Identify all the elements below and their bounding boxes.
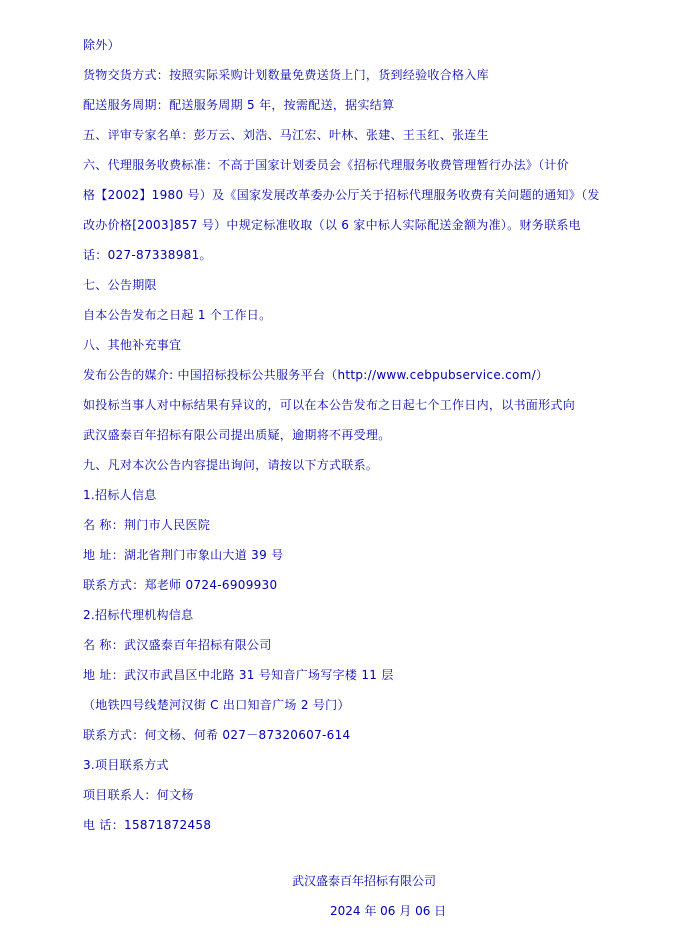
text-line: 话：027-87338981。 xyxy=(83,248,212,262)
subsection-heading: 1.招标人信息 xyxy=(83,488,157,502)
section-heading: 七、公告期限 xyxy=(83,278,157,292)
text-line: 地 址：湖北省荆门市象山大道 39 号 xyxy=(83,548,284,562)
subsection-heading: 2.招标代理机构信息 xyxy=(83,608,194,622)
text-line: 格【2002】1980 号）及《国家发展改革委办公厅关于招标代理服务收费有关问题的通知》（发 xyxy=(83,188,600,202)
text-line: 项目联系人：何文杨 xyxy=(83,788,194,802)
text-line: 联系方式：郑老师 0724-6909930 xyxy=(83,578,278,592)
text-line: 改办价格[2003]857 号）中规定标准收取（以 6 家中标人实际配送金额为准）。财务联系电 xyxy=(83,218,581,232)
footer-company: 武汉盛泰百年招标有限公司 xyxy=(292,874,437,888)
text-line: 电 话：15871872458 xyxy=(83,818,212,832)
section-heading: 八、其他补充事宜 xyxy=(83,338,182,352)
text-line: 自本公告发布之日起 1 个工作日。 xyxy=(83,308,272,322)
text-line: 配送服务周期：配送服务周期 5 年，按需配送，据实结算 xyxy=(83,98,395,112)
text-line: 发布公告的媒介: 中国招标投标公共服务平台（http://www.cebpubservice.com/） xyxy=(83,368,549,382)
text-line: 武汉盛泰百年招标有限公司提出质疑，逾期将不再受理。 xyxy=(83,428,391,442)
text-line: 联系方式：何文杨、何希 027－87320607-614 xyxy=(83,728,351,742)
section-heading: 九、凡对本次公告内容提出询问，请按以下方式联系。 xyxy=(83,458,379,472)
text-line: 除外） xyxy=(83,38,120,52)
document-body xyxy=(83,30,643,840)
footer-date: 2024 年 06 月 06 日 xyxy=(330,904,447,918)
text-line: 如投标当事人对中标结果有异议的，可以在本公告发布之日起七个工作日内，以书面形式向 xyxy=(83,398,576,412)
subsection-heading: 3.项目联系方式 xyxy=(83,758,169,772)
text-line: 名 称：武汉盛泰百年招标有限公司 xyxy=(83,638,272,652)
text-line: 货物交货方式：按照实际采购计划数量免费送货上门，货到经验收合格入库 xyxy=(83,68,489,82)
text-line: 五、评审专家名单：彭万云、刘浩、马江宏、叶林、张建、王玉红、张连生 xyxy=(83,128,489,142)
text-line: 六、代理服务收费标准：不高于国家计划委员会《招标代理服务收费管理暂行办法》（计价 xyxy=(83,158,570,172)
text-line: 地 址：武汉市武昌区中北路 31 号知音广场写字楼 11 层 xyxy=(83,668,394,682)
text-line: 名 称：荆门市人民医院 xyxy=(83,518,211,532)
text-line: （地铁四号线楚河汉街 C 出口知音广场 2 号门） xyxy=(83,698,350,712)
